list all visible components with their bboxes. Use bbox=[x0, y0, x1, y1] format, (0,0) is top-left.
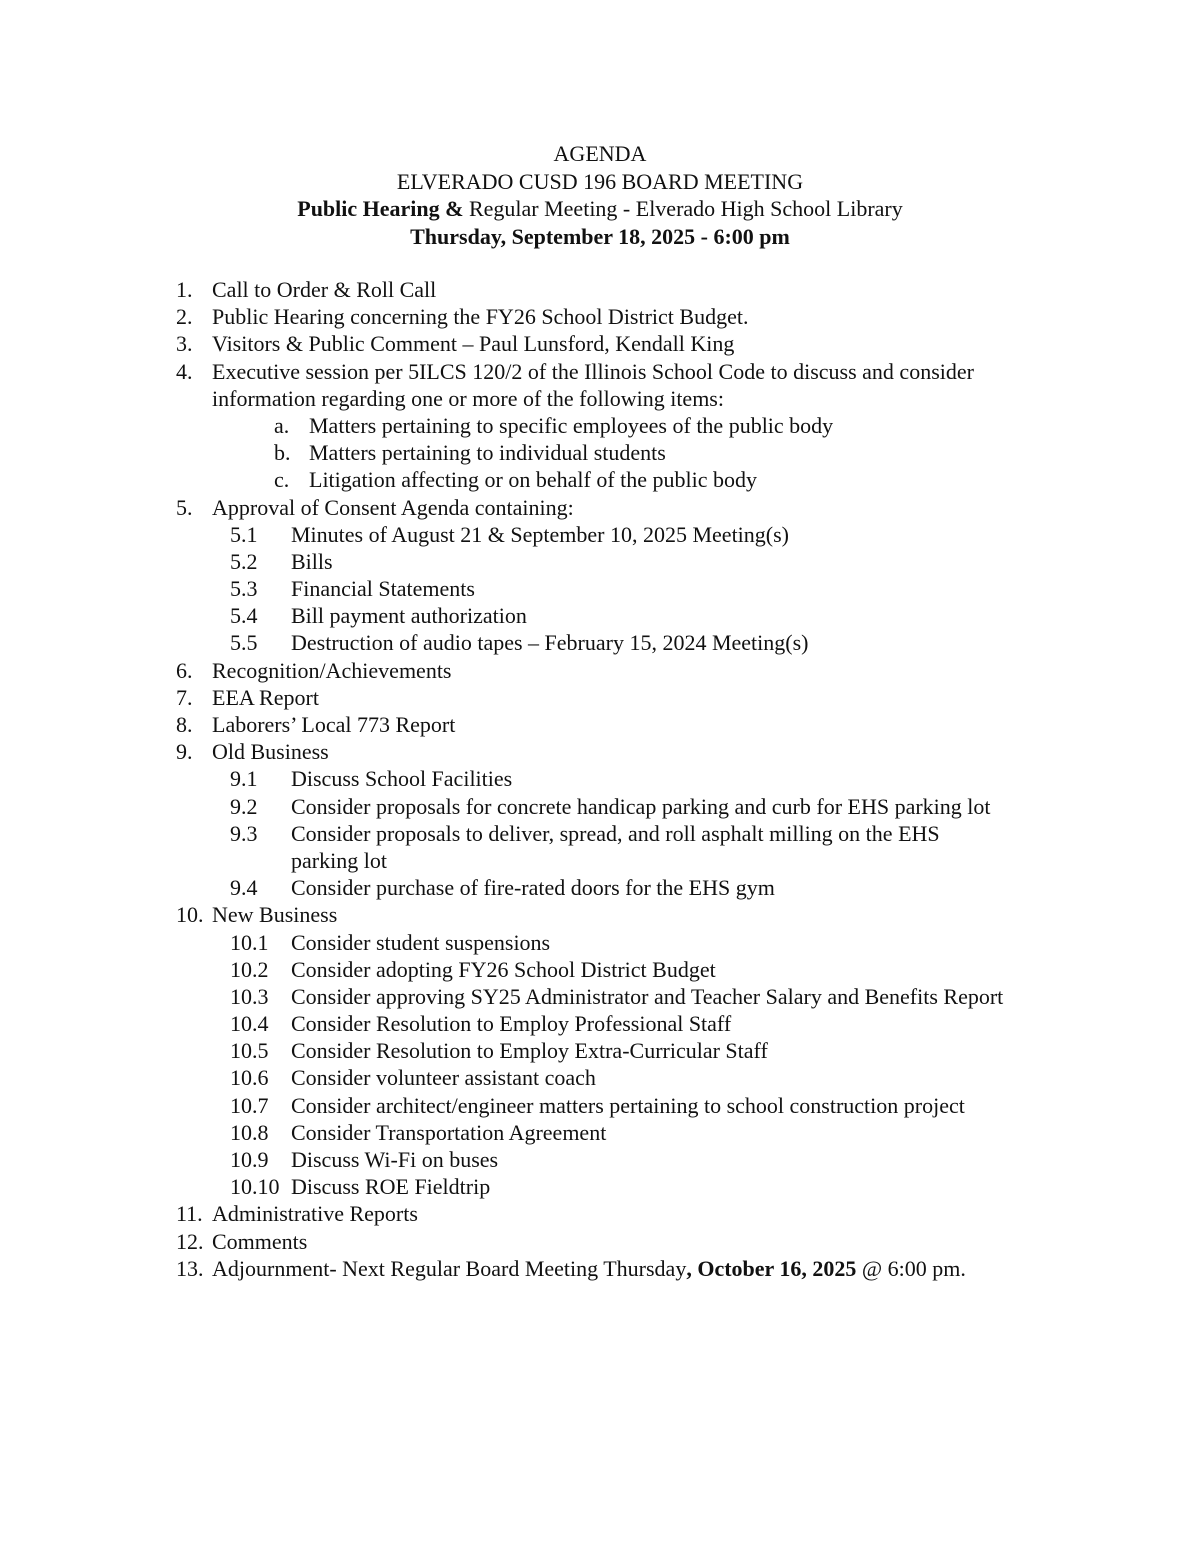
item-text: Administrative Reports bbox=[212, 1201, 418, 1227]
agenda-item-4 bbox=[0, 358, 1200, 385]
item-text: Matters pertaining to individual students bbox=[309, 440, 666, 466]
item-number: 9.2 bbox=[230, 793, 258, 819]
item-number: c. bbox=[274, 467, 290, 493]
adjournment-text: Adjournment- Next Regular Board Meeting Thursday bbox=[212, 1255, 687, 1281]
item-number: 12. bbox=[176, 1228, 204, 1254]
item-text: Executive session per 5ILCS 120/2 of the Illinois School Code to discuss and consider bbox=[212, 358, 974, 384]
item-text: Discuss ROE Fieldtrip bbox=[291, 1174, 491, 1200]
agenda-header bbox=[0, 140, 1200, 250]
item-text: Discuss Wi-Fi on buses bbox=[291, 1147, 499, 1172]
item-number: b. bbox=[274, 440, 291, 466]
item-text: Approval of Consent Agenda containing: bbox=[212, 494, 574, 520]
agenda-item-9-3-continued bbox=[0, 847, 1200, 874]
next-meeting-time: @ 6:00 pm. bbox=[856, 1255, 966, 1281]
agenda-item-10-5 bbox=[0, 1037, 1200, 1064]
item-text: Comments bbox=[212, 1228, 308, 1254]
item-number: 4. bbox=[176, 358, 193, 384]
agenda-item-4-continued bbox=[0, 385, 1200, 412]
item-number: 10.8 bbox=[230, 1119, 269, 1145]
next-meeting-date: , October 16, 2025 bbox=[686, 1255, 857, 1281]
item-number: 10.1 bbox=[230, 929, 269, 955]
agenda-item-4a bbox=[0, 412, 1200, 439]
item-text: Consider Resolution to Employ Extra-Curricular Staff bbox=[291, 1038, 768, 1064]
item-text: Financial Statements bbox=[291, 576, 475, 602]
item-text: Consider approving SY25 Administrator and Teacher Salary and Benefits Report bbox=[291, 983, 1004, 1009]
item-number: 9.3 bbox=[230, 820, 258, 846]
item-text bbox=[212, 1255, 966, 1282]
agenda-item-2 bbox=[0, 303, 1200, 330]
item-text: Laborers’ Local 773 Report bbox=[212, 712, 456, 737]
agenda-item-10-10 bbox=[0, 1173, 1200, 1200]
agenda-item-9-3 bbox=[0, 820, 1200, 847]
item-text: Consider proposals for concrete handicap parking and curb for EHS parking lot bbox=[291, 793, 991, 819]
item-number: 10.7 bbox=[230, 1092, 269, 1118]
agenda-list bbox=[0, 276, 1200, 1282]
agenda-item-10-3 bbox=[0, 983, 1200, 1010]
agenda-item-5-2 bbox=[0, 548, 1200, 575]
item-text: Bills bbox=[291, 548, 333, 574]
agenda-item-10-9 bbox=[0, 1146, 1200, 1173]
agenda-item-9-1 bbox=[0, 765, 1200, 792]
item-text: Consider purchase of fire-rated doors for the EHS gym bbox=[291, 875, 775, 901]
agenda-item-5-3 bbox=[0, 575, 1200, 602]
agenda-item-8 bbox=[0, 711, 1200, 738]
item-text: Call to Order & Roll Call bbox=[212, 277, 437, 302]
agenda-item-5-1 bbox=[0, 521, 1200, 548]
agenda-item-5 bbox=[0, 494, 1200, 521]
item-text: Consider proposals to deliver, spread, and roll asphalt milling on the EHS bbox=[291, 820, 940, 846]
public-hearing-label: Public Hearing & bbox=[297, 196, 464, 221]
meeting-date-time: Thursday, September 18, 2025 - 6:00 pm bbox=[410, 223, 790, 249]
item-number: 10.2 bbox=[230, 956, 269, 982]
item-number: 10.9 bbox=[230, 1147, 269, 1172]
item-number: 7. bbox=[176, 684, 193, 710]
agenda-title: AGENDA bbox=[553, 141, 647, 166]
item-text: Public Hearing concerning the FY26 School District Budget. bbox=[212, 304, 749, 330]
agenda-item-9-2 bbox=[0, 793, 1200, 820]
item-number: 9.1 bbox=[230, 766, 258, 792]
item-text: EEA Report bbox=[212, 684, 319, 710]
item-text: Consider Transportation Agreement bbox=[291, 1119, 607, 1145]
item-number: 5.3 bbox=[230, 576, 258, 602]
agenda-item-10-8 bbox=[0, 1119, 1200, 1146]
agenda-item-9-4 bbox=[0, 874, 1200, 901]
item-number: 9. bbox=[176, 739, 193, 765]
item-text: Old Business bbox=[212, 739, 329, 765]
item-text: Visitors & Public Comment – Paul Lunsford, Kendall King bbox=[212, 331, 735, 357]
item-text: New Business bbox=[212, 902, 338, 928]
item-text: Consider adopting FY26 School District Budget bbox=[291, 956, 716, 982]
item-number: 11. bbox=[176, 1201, 203, 1227]
item-number: 5.4 bbox=[230, 603, 258, 629]
agenda-item-13 bbox=[0, 1255, 1200, 1282]
agenda-item-1 bbox=[0, 276, 1200, 303]
agenda-item-10-7 bbox=[0, 1092, 1200, 1119]
item-number: 10.4 bbox=[230, 1011, 269, 1037]
item-number: 5.2 bbox=[230, 548, 258, 574]
item-number: 6. bbox=[176, 657, 193, 683]
item-number: 10.6 bbox=[230, 1065, 269, 1091]
item-number: 2. bbox=[176, 304, 193, 330]
item-number: 10.10 bbox=[230, 1174, 280, 1200]
item-number: 5.1 bbox=[230, 521, 258, 547]
agenda-item-7 bbox=[0, 684, 1200, 711]
agenda-item-6 bbox=[0, 657, 1200, 684]
agenda-item-3 bbox=[0, 330, 1200, 357]
board-meeting-title: ELVERADO CUSD 196 BOARD MEETING bbox=[396, 168, 804, 194]
item-text: Minutes of August 21 & September 10, 2025 Meeting(s) bbox=[291, 521, 790, 547]
item-text: Bill payment authorization bbox=[291, 603, 527, 629]
item-text-continued: parking lot bbox=[291, 847, 387, 873]
agenda-item-12 bbox=[0, 1228, 1200, 1255]
item-text: Destruction of audio tapes – February 15, 2024 Meeting(s) bbox=[291, 630, 809, 656]
item-text: Consider Resolution to Employ Professional Staff bbox=[291, 1011, 732, 1037]
agenda-item-10-1 bbox=[0, 929, 1200, 956]
agenda-item-5-5 bbox=[0, 629, 1200, 656]
agenda-item-4b bbox=[0, 439, 1200, 466]
item-number: 9.4 bbox=[230, 875, 258, 901]
item-number: 10.5 bbox=[230, 1038, 269, 1064]
item-number: a. bbox=[274, 412, 290, 438]
agenda-item-10-2 bbox=[0, 956, 1200, 983]
agenda-item-9 bbox=[0, 738, 1200, 765]
item-text: Consider volunteer assistant coach bbox=[291, 1065, 596, 1091]
item-number: 3. bbox=[176, 331, 193, 357]
agenda-item-10-6 bbox=[0, 1064, 1200, 1091]
agenda-item-10 bbox=[0, 901, 1200, 928]
item-number: 10. bbox=[176, 902, 204, 928]
item-number: 13. bbox=[176, 1255, 204, 1281]
item-text: Matters pertaining to specific employees of the public body bbox=[309, 412, 834, 438]
agenda-item-5-4 bbox=[0, 602, 1200, 629]
agenda-item-4c bbox=[0, 466, 1200, 493]
item-text: Consider architect/engineer matters pertaining to school construction project bbox=[291, 1092, 965, 1118]
meeting-type-location bbox=[0, 195, 1200, 223]
item-number: 5.5 bbox=[230, 630, 258, 656]
item-text: Recognition/Achievements bbox=[212, 657, 452, 683]
item-text-continued: information regarding one or more of the following items: bbox=[212, 385, 724, 411]
item-text: Consider student suspensions bbox=[291, 929, 551, 955]
item-number: 8. bbox=[176, 712, 193, 737]
item-number: 10.3 bbox=[230, 983, 269, 1009]
meeting-location: Regular Meeting - Elverado High School Library bbox=[463, 196, 903, 221]
item-number: 5. bbox=[176, 494, 193, 520]
item-number: 1. bbox=[176, 277, 193, 302]
agenda-item-11 bbox=[0, 1200, 1200, 1227]
agenda-item-10-4 bbox=[0, 1010, 1200, 1037]
item-text: Discuss School Facilities bbox=[291, 766, 513, 792]
item-text: Litigation affecting or on behalf of the public body bbox=[309, 467, 758, 493]
